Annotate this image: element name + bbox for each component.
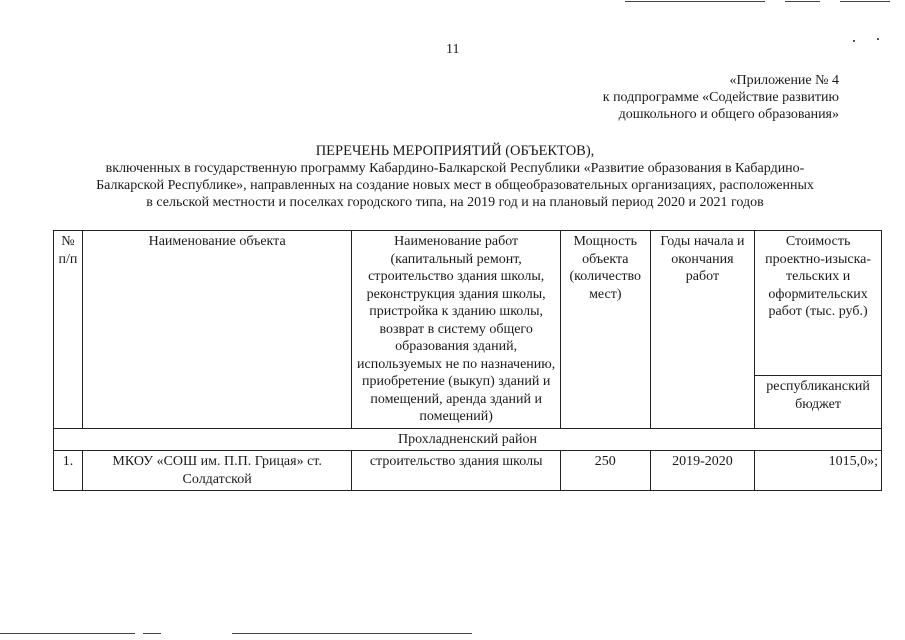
scan-artifact-dot-1 xyxy=(853,40,855,42)
appendix-line-1: «Приложение № 4 xyxy=(729,73,839,88)
header-cost: Стоимость проектно-изыска-тельских и оформительских работ (тыс. руб.) xyxy=(755,231,882,376)
header-num: № п/п xyxy=(54,231,83,429)
table-section-row xyxy=(54,428,882,451)
header-works: Наименование работ (капитальный ремонт, строительство здания школы, реконструкция здания школы, пристройка к зданию школы, возврат в систему общего образования зданий, используемых не по назначению, приобретение (выкуп) зданий и помещений, аренда зданий и помещений) xyxy=(352,231,560,429)
heading-line-3: в сельской местности и поселках городского типа, на 2019 год и на плановый период 2020 и 2021 годов xyxy=(146,195,764,210)
scan-artifact-dot-2 xyxy=(877,38,879,40)
heading-line-1: включенных в государственную программу Кабардино-Балкарской Республики «Развитие образования в Кабардино- xyxy=(105,161,805,176)
document-heading xyxy=(40,143,870,211)
appendix-line-2: к подпрограмме «Содействие развитию xyxy=(602,90,839,105)
scan-artifact-top-2 xyxy=(785,1,820,2)
header-years: Годы начала и окончания работ xyxy=(650,231,755,429)
header-cost-republican-budget: республиканский бюджет xyxy=(755,376,882,429)
scan-artifact-top-1 xyxy=(625,1,765,2)
appendix-line-3: дошкольного и общего образования» xyxy=(618,107,839,122)
objects-table xyxy=(53,230,882,491)
scan-artifact-bottom-3 xyxy=(232,633,472,634)
section-district: Прохладненский район xyxy=(54,428,882,451)
scan-artifact-bottom-1 xyxy=(0,633,135,634)
row-years: 2019-2020 xyxy=(650,451,755,491)
document-title: ПЕРЕЧЕНЬ МЕРОПРИЯТИЙ (ОБЪЕКТОВ), xyxy=(315,143,595,159)
row-cost: 1015,0»; xyxy=(755,451,882,491)
table-header-row xyxy=(54,231,882,376)
scan-artifact-top-3 xyxy=(840,1,890,2)
scan-artifact-bottom-2 xyxy=(143,633,161,634)
appendix-reference xyxy=(539,72,839,123)
table-row xyxy=(54,451,882,491)
heading-line-2: Балкарской Республике», направленных на создание новых мест в общеобразовательных организациях, расположенных xyxy=(96,178,814,193)
row-capacity: 250 xyxy=(560,451,650,491)
row-works: строительство здания школы xyxy=(352,451,560,491)
header-object-name: Наименование объекта xyxy=(82,231,352,429)
page-number: 11 xyxy=(446,42,460,57)
row-num: 1. xyxy=(54,451,83,491)
header-capacity: Мощность объекта (количество мест) xyxy=(560,231,650,429)
row-object-name: МКОУ «СОШ им. П.П. Грицая» ст. Солдатской xyxy=(82,451,352,491)
